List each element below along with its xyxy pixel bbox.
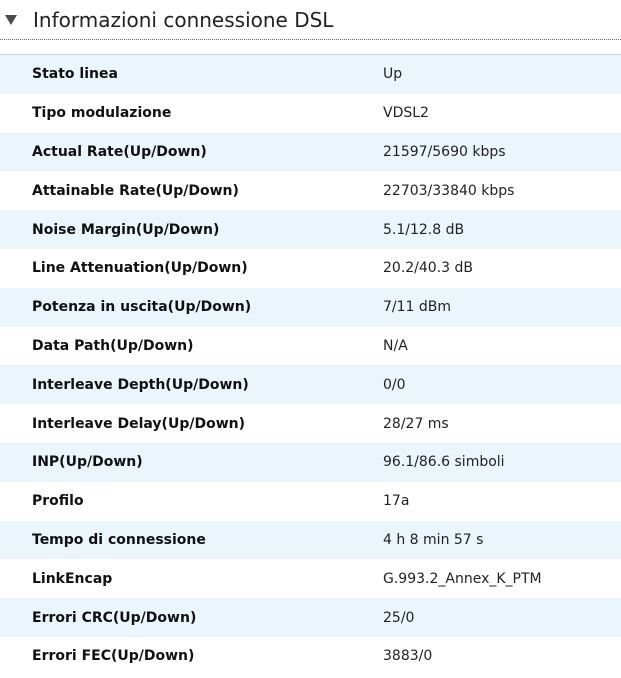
dsl-info-table: [0, 54, 621, 676]
row-label: Attainable Rate(Up/Down): [32, 182, 239, 199]
table-row: [0, 521, 621, 560]
row-value: 28/27 ms: [383, 415, 449, 432]
row-value: 4 h 8 min 57 s: [383, 531, 484, 548]
row-label: Errori FEC(Up/Down): [32, 648, 195, 665]
table-row: [0, 598, 621, 637]
table-row: [0, 288, 621, 327]
row-value: 0/0: [383, 376, 406, 393]
table-row: [0, 404, 621, 443]
row-label: Actual Rate(Up/Down): [32, 143, 207, 160]
table-row: [0, 249, 621, 288]
row-value: VDSL2: [383, 105, 429, 122]
row-label: Errori CRC(Up/Down): [32, 609, 197, 626]
row-value: G.993.2_Annex_K_PTM: [383, 570, 542, 587]
row-value: 20.2/40.3 dB: [383, 260, 474, 277]
triangle-down-icon[interactable]: [4, 13, 18, 27]
table-row: [0, 365, 621, 404]
row-label: Potenza in uscita(Up/Down): [32, 299, 252, 316]
row-value: 3883/0: [383, 648, 433, 665]
row-label: Tempo di connessione: [32, 531, 206, 548]
row-value: 25/0: [383, 609, 415, 626]
row-value: 96.1/86.6 simboli: [383, 454, 505, 471]
table-row: [0, 559, 621, 598]
table-row: [0, 133, 621, 172]
row-label: Interleave Depth(Up/Down): [32, 376, 249, 393]
row-value: Up: [383, 66, 403, 83]
row-label: Tipo modulazione: [32, 105, 172, 122]
row-label: LinkEncap: [32, 570, 113, 587]
row-label: Line Attenuation(Up/Down): [32, 260, 248, 277]
row-label: INP(Up/Down): [32, 454, 143, 471]
section-title: Informazioni connessione DSL: [33, 7, 334, 32]
table-row: [0, 210, 621, 249]
row-label: Data Path(Up/Down): [32, 337, 194, 354]
row-value: 5.1/12.8 dB: [383, 221, 465, 238]
row-value: 7/11 dBm: [383, 299, 452, 316]
table-row: [0, 482, 621, 521]
table-row: [0, 171, 621, 210]
row-value: 17a: [383, 493, 410, 510]
row-value: N/A: [383, 337, 408, 354]
section-header-dsl-info[interactable]: [0, 0, 621, 40]
row-value: 21597/5690 kbps: [383, 143, 506, 160]
row-label: Stato linea: [32, 66, 118, 83]
table-row: [0, 327, 621, 366]
row-label: Interleave Delay(Up/Down): [32, 415, 246, 432]
row-label: Profilo: [32, 493, 84, 510]
table-row: [0, 94, 621, 133]
table-row: [0, 443, 621, 482]
table-row: [0, 55, 621, 94]
row-value: 22703/33840 kbps: [383, 182, 515, 199]
table-row: [0, 637, 621, 676]
row-label: Noise Margin(Up/Down): [32, 221, 220, 238]
